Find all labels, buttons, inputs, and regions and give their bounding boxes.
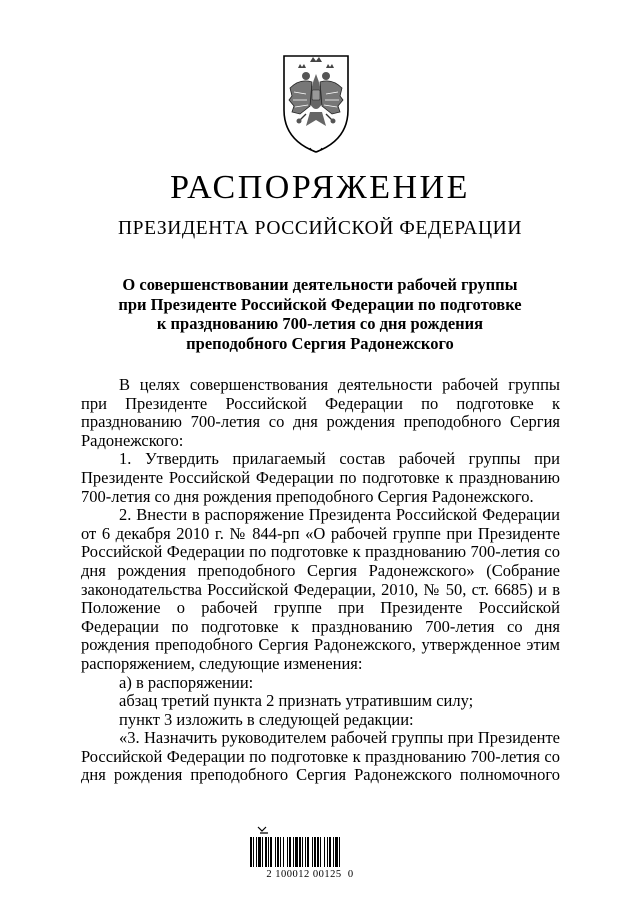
body-paragraph: В целях совершенствования деятельности рабочей группы при Президенте Российской Федерации по подготовке к празднованию 700-летия со дня рождения преподобного Сергия Радонежского: [81,375,560,450]
heading-line: преподобного Сергия Радонежского [186,333,454,353]
coat-of-arms-icon [276,48,356,158]
barcode [236,825,384,885]
body-paragraph: а) в распоряжении: [119,672,254,692]
barcode-number: 2 100012 00125 0 [266,869,354,880]
document-body [81,376,560,785]
body-paragraph: 1. Утвердить прилагаемый состав рабочей группы при Президенте Российской Федерации по подготовке к празднованию 700-летия со дня рождения преподобного Сергия Радонежского. [81,449,560,506]
heading-line: при Президенте Российской Федерации по подготовке [118,294,522,314]
heading-line: к празднованию 700-летия со дня рождения [156,314,484,333]
body-paragraph: абзац третий пункта 2 признать утратившим силу; [119,691,474,711]
body-paragraph: «3. Назначить руководителем рабочей группы при Президенте Российской Федерации по подготовке к празднованию 700-летия со дня рождения преподобного Сергия Радонежского полномочного [81,728,560,785]
body-paragraph: пункт 3 изложить в следующей редакции: [119,709,414,729]
heading-line: О совершенствовании деятельности рабочей группы [122,275,518,294]
barcode-icon [236,825,384,869]
body-paragraph: 2. Внести в распоряжение Президента Российской Федерации от 6 декабря 2010 г. № 844-рп «О рабочей группе при Президенте Российской Федерации по подготовке к празднованию 700-летия со дня рождения преподобного Сергия Радонежского» (Собрание законодательства Российской Федерации, 2010, № 50, ст. 6685) и в Положение о рабочей группе при Президенте Российской Федерации по подготовке к празднованию 700-летия со дня рождения преподобного Сергия Радонежского, утвержденное этим распоряжением, следующие изменения: [81,505,560,673]
document-title: РАСПОРЯЖЕНИЕ [170,169,470,206]
document-subtitle: ПРЕЗИДЕНТА РОССИЙСКОЙ ФЕДЕРАЦИИ [117,218,523,239]
document-heading [0,275,640,353]
